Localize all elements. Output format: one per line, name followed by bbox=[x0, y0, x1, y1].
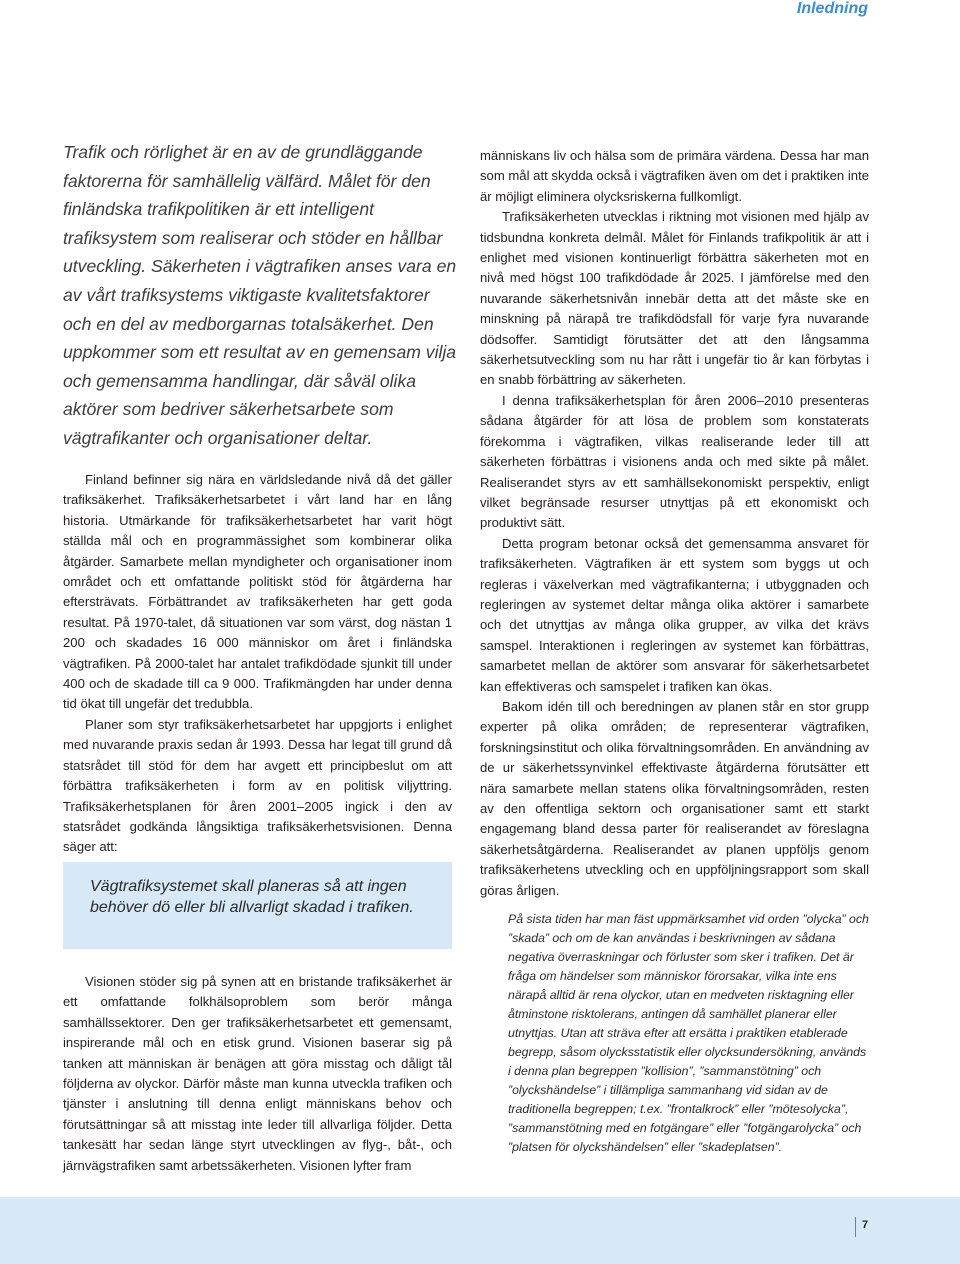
body-paragraph: Planer som styr trafiksäkerhetsarbetet har uppgjorts i enlighet med nuvarande praxis sedan år 1993. Dessa har legat till grund då statsrådet till stöd för dem har avgett ett principbeslut om att förbättra trafiksäkerheten i form av en politisk viljyttring. Trafiksäkerhetsplanen för åren 2001–2005 ingick i den av statsrådet godkända långsiktiga trafiksäkerhetsvisionen. Denna säger att: bbox=[63, 716, 452, 855]
sidenote-text: På sista tiden har man fäst uppmärksamhet vid orden ”olycka” och ”skada” och om de kan användas i beskrivningen av sådana negativa överraskningar och förluster som sker i trafiken. Det är fråga om händelser som människor förorsakar, vilka inte ens närapå alltid är rena olyckor, utan en medveten risktagning eller åtminstone risktolerans, antingen då samhället planerar eller utnyttjas. Utan att sträva efter att ersätta i praktiken etablerade begrepp, såsom olycksstatistik eller olycksundersökning, används i denna plan begreppen ”kollision”, ”sammanstötning” och ”olyckshändelse” i tillämpliga sammanhang vid sidan av de traditionella begreppen; t.ex. ”frontalkrock” eller ”mötesolycka”, ”sammanstötning med en fotgängare” eller ”fotgängarolycka” och ”platsen för olyckshändelsen” eller ”skadeplatsen”. bbox=[508, 912, 869, 1154]
body-paragraph: Bakom idén till och beredningen av planen står en stor grupp experter på olika områden; de representerar vägtrafiken, forskningsinstitut och olika förvaltningsområden. En användning av de ur säkerhetssynvinkel effektivaste åtgärderna förutsätter ett nära samarbete mellan statens olika förvaltningsområden, resten av den offentliga sektorn och organisationer samt ett starkt engagemang bland dessa parter för realiserandet av föreslagna säkerhetsåtgärderna. Realiserandet av planen uppföljs genom trafiksäkerhetens utveckling och en uppföljningsrapport som skall göras årligen. bbox=[480, 698, 869, 898]
left-column-continuation bbox=[63, 972, 452, 1176]
page-number-divider bbox=[855, 1217, 856, 1237]
footer-band bbox=[0, 1197, 960, 1264]
vision-quote-box bbox=[63, 862, 452, 949]
intro-lead-paragraph bbox=[63, 138, 458, 453]
body-paragraph: Finland befinner sig nära en världsledande nivå då det gäller trafiksäkerhet. Trafiksäkerhetsarbetet i vårt land har en lång historia. Utmärkande för trafiksäkerhetsarbetet har varit högt ställda mål och en programmässighet som kombinerar olika åtgärder. Samarbete mellan myndigheter och organisationer inom området och ett omfattande politiskt stöd för åtgärderna har eftersträvats. Förbättrandet av trafiksäkerheten har gett goda resultat. På 1970-talet, då situationen var som värst, dog nästan 1 200 och skadades 16 000 människor om året i finländska vägtrafiken. På 2000-talet har antalet trafikdödade sjunkit till under 400 och de skadade till ca 9 000. Trafikmängden har under denna tid ökat till ungefär det tredubbla. bbox=[63, 472, 452, 712]
intro-text: Trafik och rörlighet är en av de grundläggande faktorerna för samhällelig välfärd. Målet för den finländska trafikpolitiken är ett intelligent trafiksystem som realiserar och stöder en hållbar utveckling. Säkerheten i vägtrafiken anses vara en av vårt trafiksystems viktigaste kvalitetsfaktorer och en del av medborgarnas totalsäkerhet. Den uppkommer som ett resultat av en gemensam vilja och gemensamma handlingar, där såväl olika aktörer som bedriver säkerhetsarbete som vägtrafikanter och organisationer deltar. bbox=[63, 142, 457, 448]
body-paragraph: Trafiksäkerheten utvecklas i riktning mot visionen med hjälp av tidsbundna konkreta delmål. Målet för Finlands trafikpolitik är att i enlighet med visionen kontinuerligt förbättra säkerheten mot en nivå med högst 100 trafikdödade år 2025. I jämförelse med den nuvarande säkerhetsnivån innebär detta att det måste ske en minskning på närapå tre trafikdödsfall för varje fyra nuvarande dödsoffer. Samtidigt förutsätter det att den långsamma säkerhetsutveckling som nu har rått i ungefär tio år kan förbytas i en snabb förbättring av säkerheten. bbox=[480, 209, 869, 388]
body-paragraph: I denna trafiksäkerhetsplan för åren 2006–2010 presenteras sådana åtgärder för att lösa de problem som konstaterats förekomma i vägtrafiken, vilkas realiserande leder till att säkerheten förbättras i visionens anda och med sikte på målet. Realiserandet styrs av ett samhällsekonomiskt perspektiv, enligt vilket begränsade resurser utnyttjas på ett ekonomiskt och produktivt sätt. bbox=[480, 392, 869, 531]
body-paragraph: Visionen stöder sig på synen att en bristande trafiksäkerhet är ett omfattande folkhälsoproblem som berör många samhällssektorer. Den ger trafiksäkerhetsarbetet ett gemensamt, inspirerande mål och en etisk grund. Visionen baserar sig på tanken att människan är benägen att göra misstag och dåligt tål följderna av olyckor. Därför måste man kunna utveckla trafiken och tjänster i anslutning till denna enligt människans behov och förutsättningar så att misstag inte leder till allvarliga följder. Detta tankesätt har sedan länge styrt utvecklingen av flyg-, båt-, och järnvägstrafiken samt arbetssäkerheten. Visionen lyfter fram bbox=[63, 974, 452, 1173]
section-header-label: Inledning bbox=[796, 0, 868, 17]
body-paragraph: människans liv och hälsa som de primära värdena. Dessa har man som mål att skydda också i vägtrafiken även om det i praktiken inte är möjligt eliminera olycksriskerna fullkomligt. bbox=[480, 148, 869, 204]
page-number: 7 bbox=[862, 1219, 869, 1231]
body-paragraph: Detta program betonar också det gemensamma ansvaret för trafiksäkerheten. Vägtrafiken är ett system som byggs ut och regleras i växelverkan med vägtrafikanterna; i utbyggnaden och regleringen av systemet deltar många olika aktörer i samarbete och det utnyttjas av många olika grupper, av vilka det krävs samspel. Interaktionen i regleringen av systemet kan förbättras, samarbetet mellan de aktörer som ansvarar för säkerhetsarbetet kan effektiveras och samspelet i trafiken kan ökas. bbox=[480, 535, 869, 694]
vision-quote-text: Vägtrafiksystemet skall planeras så att ingen behöver dö eller bli allvarligt skadad i trafiken. bbox=[90, 878, 414, 916]
right-column-body bbox=[480, 146, 869, 901]
terminology-sidenote bbox=[508, 910, 870, 1157]
left-column-body bbox=[63, 470, 452, 858]
